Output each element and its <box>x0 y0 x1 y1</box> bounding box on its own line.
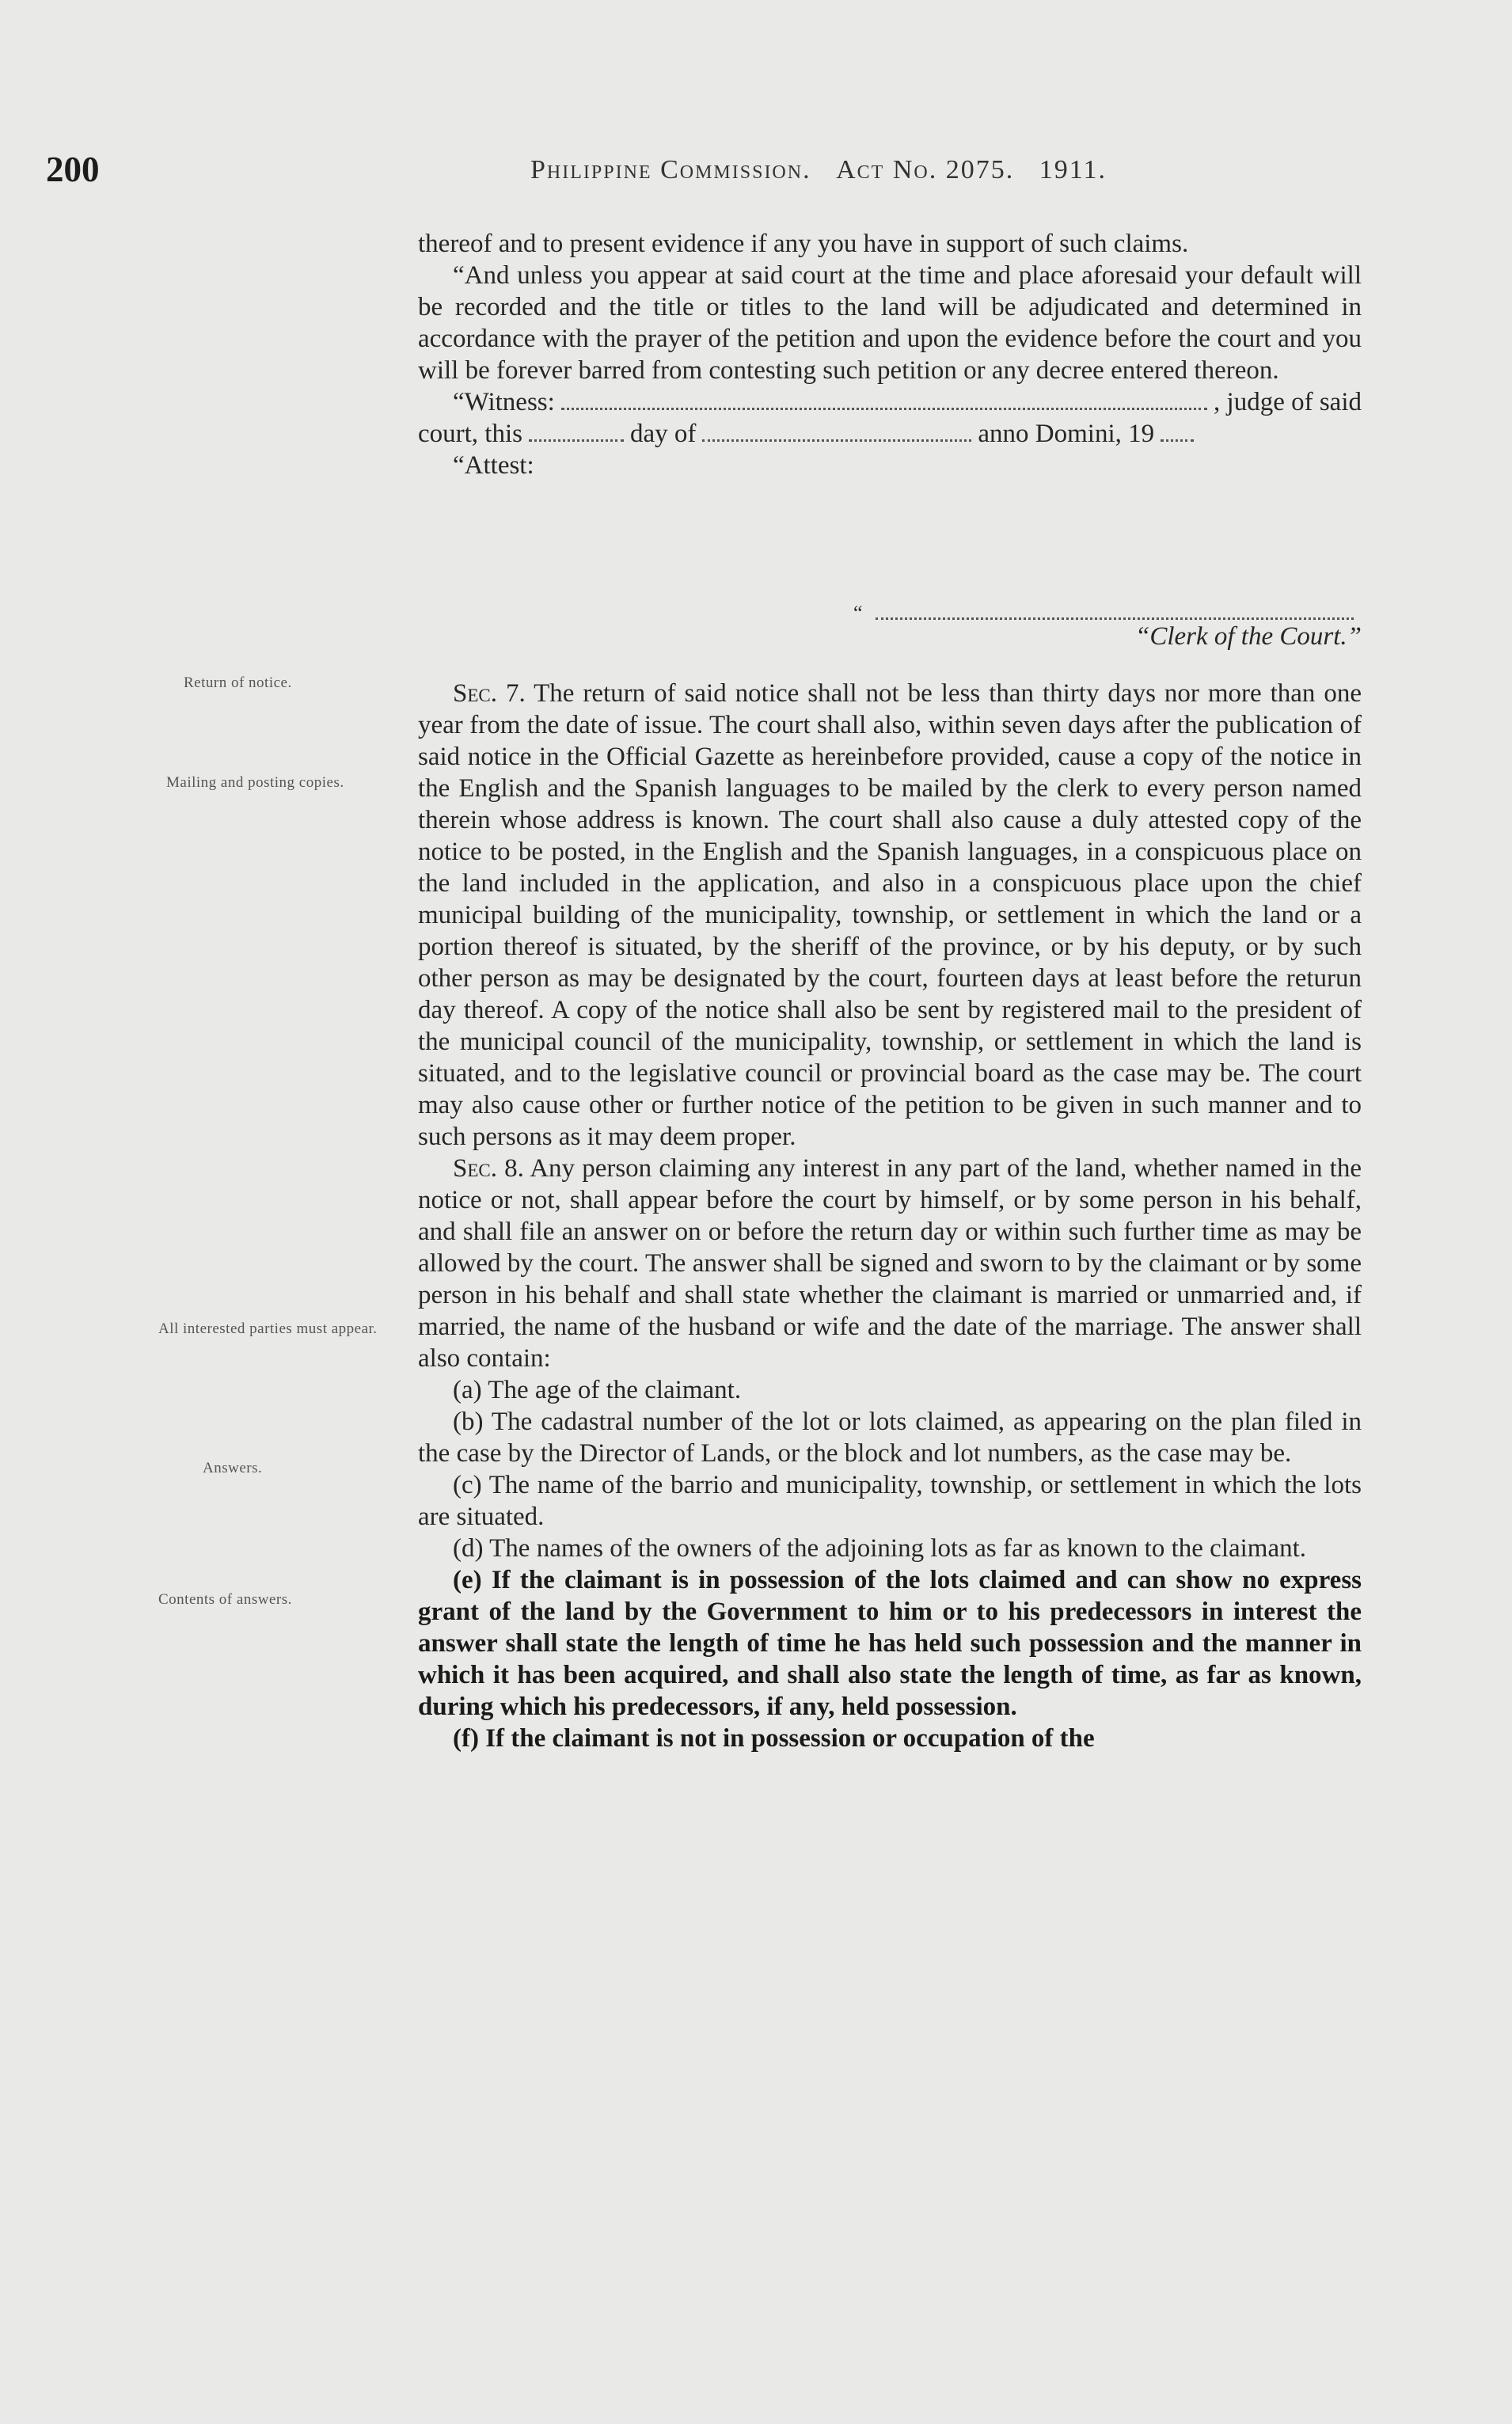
section-8-label: Sec. 8. <box>453 1154 524 1183</box>
item-c-text: The name of the barrio and municipality, township, or settlement in which the lots are situated. <box>418 1471 1362 1531</box>
item-c <box>418 1469 1362 1533</box>
running-head-title: Philippine Commission. <box>530 155 811 184</box>
attest-label: “Attest: <box>453 451 534 480</box>
item-f-text: If the claimant is not in possession or occupation of the <box>485 1724 1095 1753</box>
witness-label: “Witness: <box>453 388 555 416</box>
summons-paragraph-1: thereof and to present evidence if any you have in support of such claims. <box>418 230 1189 258</box>
running-head <box>530 155 1107 185</box>
sections-block <box>418 678 1362 1754</box>
clerk-blank <box>876 617 1354 620</box>
section-8-text: Any person claiming any interest in any part of the land, whether named in the notice or not, shall appear before the court by himself, or by some person in his behalf, and shall file an answer on or before the return day or within such further time as may be allowed by the court. The answer shall be signed and sworn to by the claimant or by some person in his behalf and shall state whether the claimant is married or unmarried and, if married, the name of the husband or wife and the date of the marriage. The answer shall also contain: <box>418 1154 1362 1373</box>
item-e-label: (e) <box>453 1566 482 1594</box>
witness-tail: , judge of said <box>1214 388 1362 416</box>
page-number: 200 <box>46 150 100 189</box>
margin-note-return: Return of notice. <box>184 674 292 691</box>
date-line <box>418 418 1362 450</box>
margin-note-contents: Contents of answers. <box>158 1591 292 1608</box>
item-b-text: The cadastral number of the lot or lots claimed, as appearing on the plan filed in the case by the Director of Lands, or the block and lot numbers, as the case may be. <box>418 1408 1362 1468</box>
item-a-text: The age of the claimant. <box>488 1376 742 1404</box>
year-blank <box>1161 439 1194 442</box>
running-head-act: Act No. 2075. <box>836 155 1015 184</box>
witness-line <box>418 386 1362 418</box>
item-f <box>418 1723 1362 1754</box>
running-head-year: 1911. <box>1039 155 1107 184</box>
section-7-text: The return of said notice shall not be less than thirty days nor more than one year from the date of issue. The court shall also, within seven days after the publication of said notice in the Official Gazette as hereinbefore provided, cause a copy of the notice in the English and the Spanish languages to be mailed by the clerk to every person named therein whose address is known. The court shall also cause a duly attested copy of the notice to be posted, in the English and the Spanish languages, in a conspicuous place on the land included in the application, and also in a conspicuous place upon the chief municipal building of the municipality, township, or settlement in which the land or a portion thereof is situated, by the sheriff of the province, or by his deputy, or by such other person as may be designated by the court, fourteen days at least before the returun day thereof. A copy of the notice shall also be sent by registered mail to the president of the municipal council of the municipality, township, or settlement in which the land is situated, and to the legislative council or provincial board as the case may be. The court may also cause other or further notice of the petition to be given in such manner and to such persons as it may deem proper. <box>418 679 1362 1151</box>
court-this-label: court, this <box>418 420 522 448</box>
margin-note-interested: All interested parties must appear. <box>158 1320 378 1337</box>
item-d <box>418 1533 1362 1564</box>
day-blank <box>529 439 624 442</box>
item-d-text: The names of the owners of the adjoining lots as far as known to the claimant. <box>489 1534 1307 1563</box>
item-e <box>418 1564 1362 1723</box>
margin-note-answers: Answers. <box>203 1460 263 1476</box>
section-7-label: Sec. 7. <box>453 679 526 708</box>
item-f-label: (f) <box>453 1724 479 1753</box>
item-a-label: (a) <box>453 1376 482 1404</box>
item-b <box>418 1406 1362 1469</box>
section-8 <box>418 1153 1362 1374</box>
witness-blank <box>561 407 1207 410</box>
summons-paragraph-2: “And unless you appear at said court at the time and place aforesaid your default will be recorded and the title or titles to the land will be adjudicated and determined in accordance with the prayer of the petition and upon the evidence before the court and you will be forever barred from contesting such petition or any decree entered thereon. <box>418 261 1362 385</box>
summons-block <box>418 228 1362 481</box>
section-7 <box>418 678 1362 1153</box>
item-b-label: (b) <box>453 1408 484 1436</box>
clerk-quote: “ <box>853 602 863 625</box>
anno-label: anno Domini, 19 <box>978 420 1155 448</box>
day-of-label: day of <box>629 420 697 448</box>
item-d-label: (d) <box>453 1534 484 1563</box>
item-a <box>418 1374 1362 1406</box>
item-e-text: If the claimant is in possession of the lots claimed and can show no express grant of the land by the Government to him or to his predecessors in interest the answer shall state the length of time he has held such possession and the manner in which it has been acquired, and shall also state the length of time, as far as known, during which his predecessors, if any, held possession. <box>418 1566 1362 1721</box>
clerk-of-court: “Clerk of the Court.” <box>1134 622 1362 651</box>
month-blank <box>702 439 971 442</box>
item-c-label: (c) <box>453 1471 482 1499</box>
margin-note-mailing: Mailing and posting copies. <box>166 774 344 791</box>
